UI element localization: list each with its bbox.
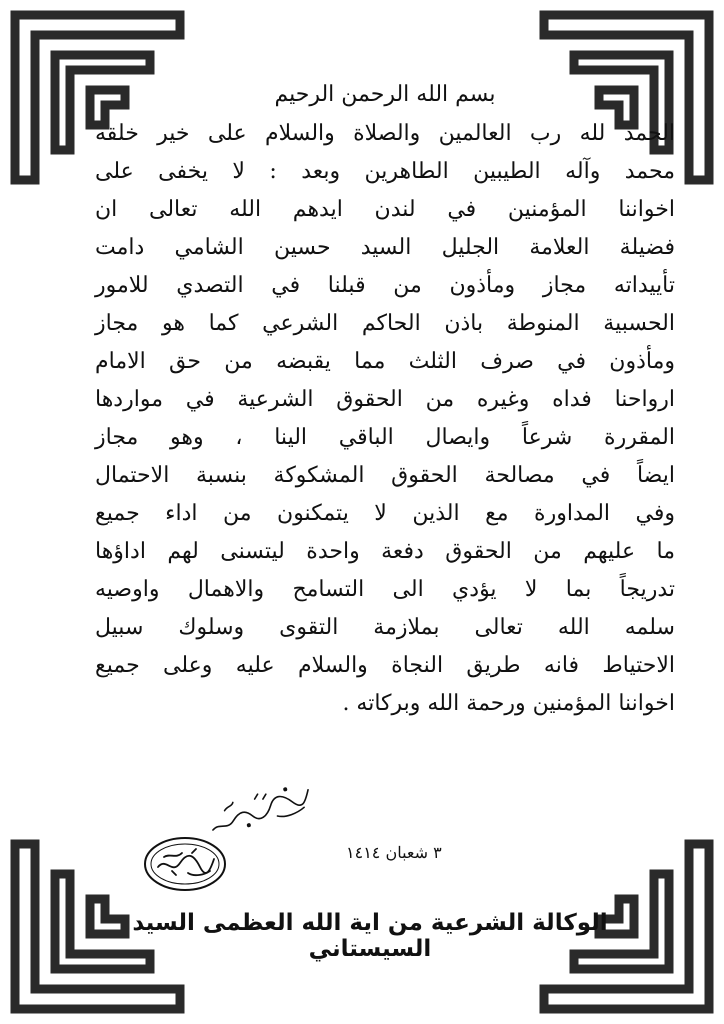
letter-line: ما عليهم من الحقوق دفعة واحدة ليتسنى لهم اداؤها bbox=[95, 539, 675, 564]
letter-line: ايضاً في مصالحة الحقوق المشكوكة بنسبة الاحتمال bbox=[95, 463, 675, 488]
letter-line: المقررة شرعاً وايصال الباقي الينا ، وهو مجاز bbox=[95, 425, 675, 450]
letter-line: فضيلة العلامة الجليل السيد حسين الشامي دامت bbox=[95, 235, 675, 260]
letter-line: سلمه الله تعالى بملازمة التقوى وسلوك سبيل bbox=[95, 615, 675, 640]
letter-body bbox=[95, 82, 675, 723]
letter-line: تأييداته مجاز ومأذون من قبلنا في التصدي للامور bbox=[95, 273, 675, 298]
letter-line: اخواننا المؤمنين في لندن ايدهم الله تعالى ان bbox=[95, 197, 675, 222]
letter-line: ارواحنا فداه وغيره من الحقوق الشرعية في مواردها bbox=[95, 387, 675, 412]
letter-line: اخواننا المؤمنين ورحمة الله وبركاته . bbox=[342, 691, 675, 716]
official-seal bbox=[142, 835, 228, 893]
letter-line: الحسبية المنوطة باذن الحاكم الشرعي كما هو مجاز bbox=[95, 311, 675, 336]
letter-line: ومأذون في صرف الثلث مما يقبضه من حق الامام bbox=[95, 349, 675, 374]
document-caption: الوكالة الشرعية من اية الله العظمى السيد السيستاني bbox=[132, 910, 608, 962]
letter-line: محمد وآله الطيبين الطاهرين وبعد : لا يخفى على bbox=[95, 159, 675, 184]
letter-line: تدريجاً بما لا يؤدي الى التسامح والاهمال واوصيه bbox=[95, 577, 675, 602]
handwritten-signature bbox=[202, 775, 318, 840]
letter-lines bbox=[95, 115, 675, 723]
letter-line: وفي المداورة مع الذين لا يتمكنون من اداء جميع bbox=[95, 501, 675, 526]
letter-line: الاحتياط فانه طريق النجاة والسلام عليه وعلى جميع bbox=[95, 653, 675, 678]
basmala-heading: بسم الله الرحمن الرحيم bbox=[274, 82, 496, 107]
letter-line: الحمد لله رب العالمين والصلاة والسلام على خير خلقه bbox=[95, 121, 675, 146]
letter-date: ٣ شعبان ١٤١٤ bbox=[346, 843, 442, 862]
